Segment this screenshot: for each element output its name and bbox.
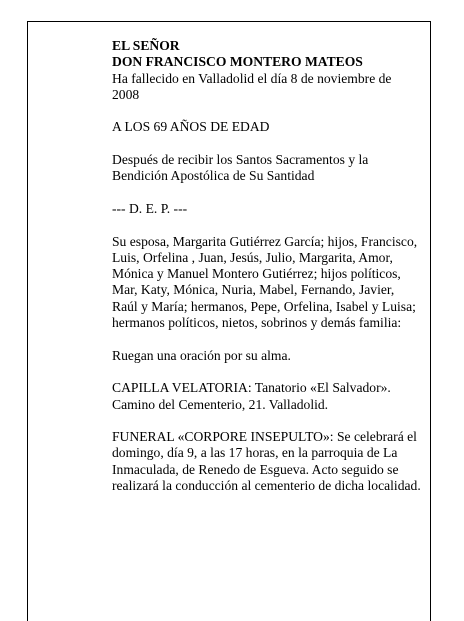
chapel-paragraph xyxy=(112,380,432,413)
death-line-2: 2008 xyxy=(112,86,140,102)
family-line: Mar, Katy, Mónica, Nuria, Mabel, Fernando, Javier, xyxy=(112,282,395,298)
obituary-notice xyxy=(112,38,432,511)
rip-line: --- D. E. P. --- xyxy=(112,200,188,216)
chapel-line: CAPILLA VELATORIA: Tanatorio «El Salvador». xyxy=(112,380,391,396)
sacraments-line-2: Bendición Apostólica de Su Santidad xyxy=(112,168,315,184)
family-paragraph xyxy=(112,234,432,332)
funeral-paragraph xyxy=(112,429,432,494)
death-line-1: Ha fallecido en Valladolid el día 8 de noviembre de xyxy=(112,70,392,86)
title-line-1: EL SEÑOR xyxy=(112,38,180,53)
funeral-line: Inmaculada, de Renedo de Esgueva. Acto seguido se xyxy=(112,461,399,477)
title-line-2: DON FRANCISCO MONTERO MATEOS xyxy=(112,54,363,70)
family-line: hermanos políticos, nietos, sobrinos y demás familia: xyxy=(112,315,402,331)
funeral-line: FUNERAL «CORPORE INSEPULTO»: Se celebrará el xyxy=(112,429,417,445)
family-line: Luis, Orfelina , Juan, Jesús, Julio, Margarita, Amor, xyxy=(112,249,393,265)
prayer-line: Ruegan una oración por su alma. xyxy=(112,347,291,363)
sacraments-paragraph xyxy=(112,152,432,185)
family-line: Raúl y María; hermanos, Pepe, Orfelina, Isabel y Luisa; xyxy=(112,298,416,314)
family-line: Mónica y Manuel Montero Gutiérrez; hijos políticos, xyxy=(112,266,401,282)
deceased-heading xyxy=(112,38,432,103)
chapel-line: Camino del Cementerio, 21. Valladolid. xyxy=(112,396,329,412)
funeral-line: realizará la conducción al cementerio de dicha localidad. xyxy=(112,478,421,494)
age-line: A LOS 69 AÑOS DE EDAD xyxy=(112,119,270,135)
funeral-line: domingo, día 9, a las 17 horas, en la parroquia de La xyxy=(112,445,398,461)
sacraments-line-1: Después de recibir los Santos Sacramentos y la xyxy=(112,152,369,168)
family-line: Su esposa, Margarita Gutiérrez García; hijos, Francisco, xyxy=(112,233,418,249)
